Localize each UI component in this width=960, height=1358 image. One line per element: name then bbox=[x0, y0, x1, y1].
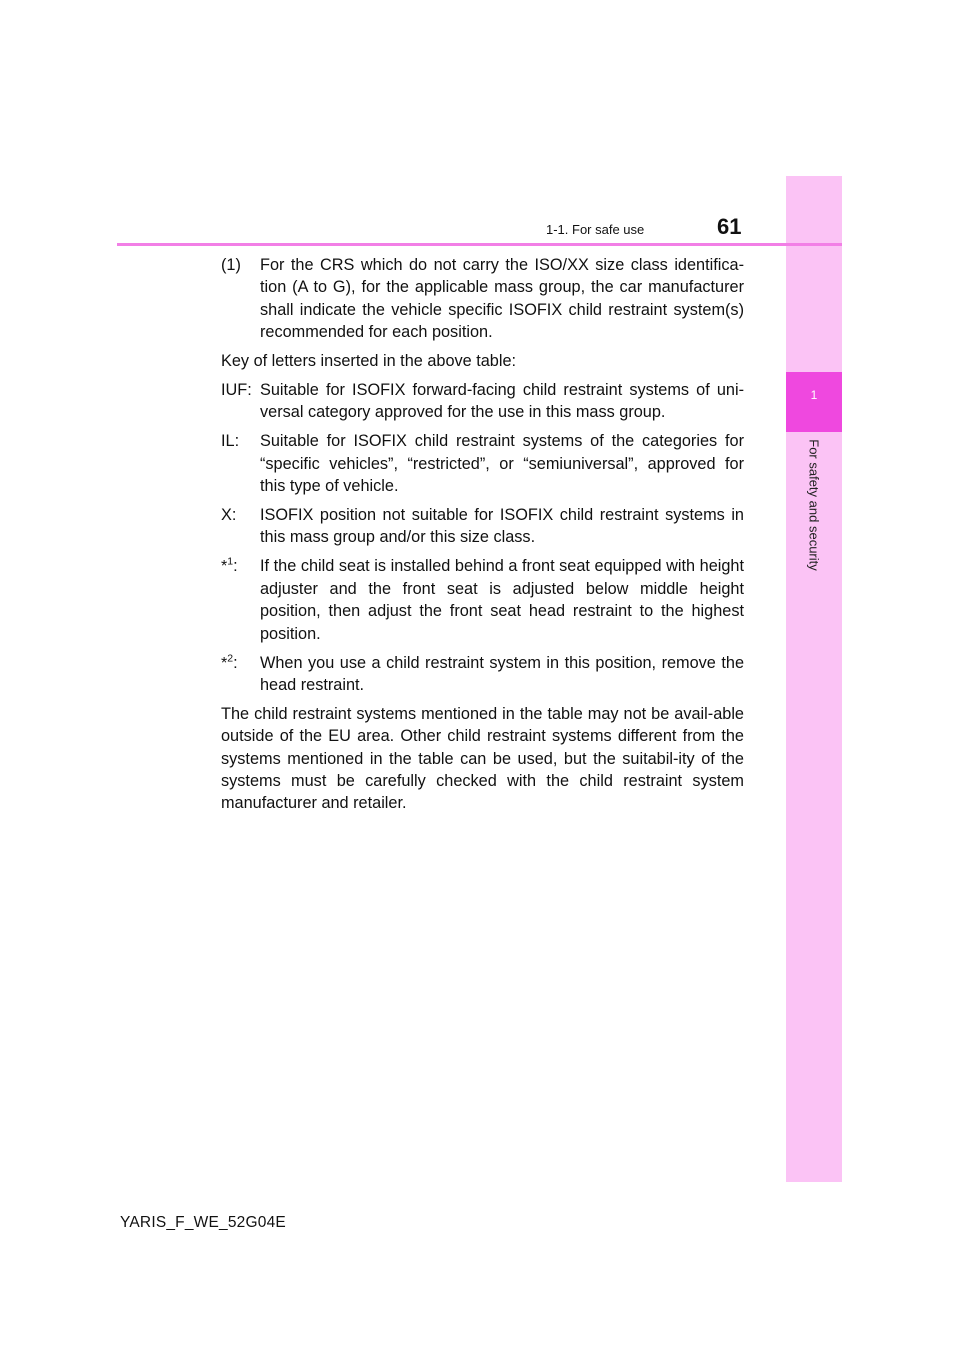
key-il-text: Suitable for ISOFIX child restraint systems of the categories for “specific vehicles”, “restricted”, or “semiuniversal”, approved for this type of vehicle. bbox=[260, 432, 744, 496]
key-x-label: X: bbox=[221, 506, 237, 525]
footnote-2-label: *$^2$: bbox=[221, 652, 238, 672]
key-il bbox=[221, 430, 744, 497]
footnote-1 bbox=[221, 555, 744, 645]
footnote-1-text: If the child seat is installed behind a front seat equipped with height adjuster and the front seat is adjusted below middle height position, then adjust the front seat head restraint to the highest position. bbox=[260, 557, 744, 643]
key-il-label: IL: bbox=[221, 432, 240, 451]
section-title: 1-1. For safe use bbox=[546, 222, 645, 237]
key-intro: Key of letters inserted in the above table: bbox=[221, 352, 517, 371]
document-code: YARIS_F_WE_52G04E bbox=[120, 1214, 286, 1231]
footnote-1-label: *$^1$: bbox=[221, 555, 238, 576]
note-1 bbox=[221, 254, 744, 344]
key-x-text: ISOFIX position not suitable for ISOFIX child restraint systems in this mass group and/or this size class. bbox=[260, 506, 744, 547]
page-content bbox=[221, 254, 744, 821]
note-1-label: (1) bbox=[221, 256, 241, 274]
chapter-number: 1 bbox=[810, 388, 818, 402]
footnote-2 bbox=[221, 652, 744, 697]
note-1-text: For the CRS which do not carry the ISO/XX size class identifica-tion (A to G), for the applicable mass group, the car manufacturer shall indicate the vehicle specific ISOFIX child restraint system(s) recommended for each position. bbox=[260, 256, 744, 342]
chapter-active-marker bbox=[786, 372, 842, 432]
closing-paragraph: The child restraint systems mentioned in the table may not be avail-able outside of the EU area. Other child restraint systems different from the systems mentioned in the table can be used, but the suitabil-ity of the systems must be carefully checked with the child restraint system manufacturer and retailer. bbox=[221, 704, 744, 813]
header-divider bbox=[117, 243, 842, 246]
chapter-title: For safety and security bbox=[806, 439, 822, 571]
key-iuf-label: IUF: bbox=[221, 381, 252, 400]
key-iuf-text: Suitable for ISOFIX forward-facing child restraint systems of uni-versal category approved for the use in this mass group. bbox=[260, 381, 744, 422]
footnote-2-text: When you use a child restraint system in this position, remove the head restraint. bbox=[260, 653, 744, 694]
key-iuf bbox=[221, 379, 744, 424]
page-number: 61 bbox=[717, 214, 742, 239]
chapter-side-tab bbox=[786, 176, 842, 1182]
key-x bbox=[221, 504, 744, 549]
